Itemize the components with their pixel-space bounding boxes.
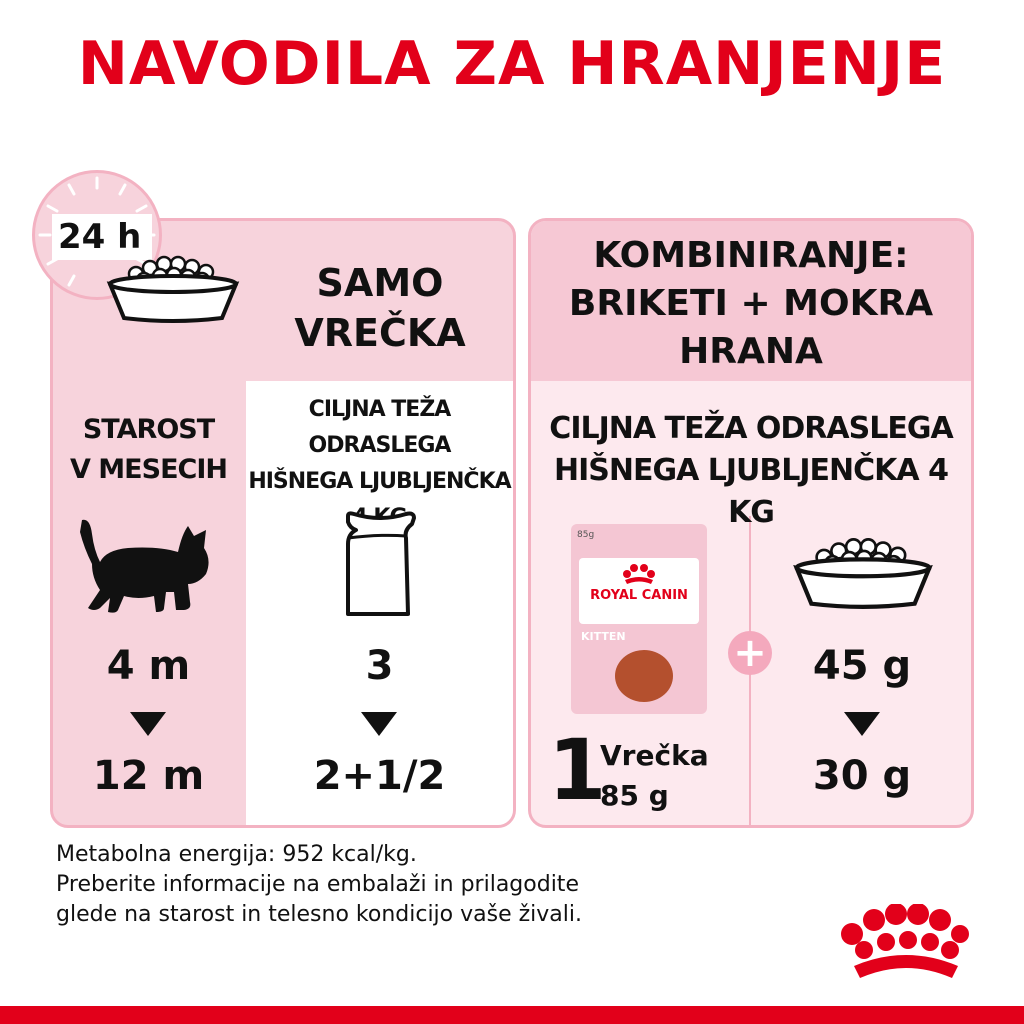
mixed-heading-line-3: HRANA bbox=[679, 331, 823, 372]
crown-logo-icon bbox=[621, 560, 657, 586]
kibble-bowl-icon-right bbox=[790, 532, 936, 610]
bottom-brand-bar bbox=[0, 1006, 1024, 1024]
royal-canin-crown-icon bbox=[840, 904, 970, 984]
variant-label: KITTEN bbox=[581, 630, 626, 643]
page-title: NAVODILA ZA HRANJENJE bbox=[77, 29, 947, 99]
pouch-to: 2+1/2 bbox=[313, 753, 446, 799]
mixed-heading-line-2: BRIKETI + MOKRA bbox=[568, 283, 934, 324]
target-weight-right-line-1: CILJNA TEŽA ODRASLEGA bbox=[549, 411, 953, 446]
age-from: 4 m bbox=[106, 643, 191, 689]
wet-food-pouch bbox=[571, 524, 707, 714]
dry-to: 30 g bbox=[812, 753, 912, 799]
heading-line-2: VREČKA bbox=[294, 311, 466, 355]
dry-from: 45 g bbox=[812, 643, 912, 689]
target-weight-line-2: HIŠNEGA LJUBLJENČKA bbox=[248, 469, 511, 494]
age-label-line-1: STAROST bbox=[82, 414, 215, 445]
pouch-from: 3 bbox=[365, 643, 394, 689]
pouch-label bbox=[579, 558, 699, 624]
pouch-arrow-icon bbox=[361, 712, 397, 736]
mixed-feeding-heading bbox=[528, 232, 974, 376]
brand-name: ROYAL CANIN bbox=[590, 588, 688, 603]
target-weight-right-line-2: HIŠNEGA LJUBLJENČKA 4 KG bbox=[554, 453, 948, 530]
wet-food-icon bbox=[615, 650, 673, 702]
target-weight-right bbox=[528, 408, 974, 534]
single-pouch-heading bbox=[290, 258, 470, 358]
footer-line-1: Metabolna energija: 952 kcal/kg. bbox=[56, 842, 417, 867]
target-weight-line-1: CILJNA TEŽA ODRASLEGA bbox=[308, 397, 451, 458]
pouch-weight-tag: 85g bbox=[577, 530, 595, 540]
kitten-icon bbox=[78, 512, 214, 616]
footer-line-3: glede na starost in telesno kondicijo vaše živali. bbox=[56, 902, 582, 927]
age-to: 12 m bbox=[92, 753, 205, 799]
pouch-unit: Vrečka bbox=[600, 739, 709, 772]
plus-icon: + bbox=[728, 631, 772, 675]
clock-label: 24 h bbox=[52, 214, 152, 260]
dry-arrow-icon bbox=[844, 712, 880, 736]
kibble-bowl-icon bbox=[104, 250, 242, 324]
age-label bbox=[56, 410, 241, 490]
heading-line-1: SAMO bbox=[316, 261, 444, 305]
age-arrow-icon bbox=[130, 712, 166, 736]
mixed-heading-line-1: KOMBINIRANJE: bbox=[593, 235, 909, 276]
pouch-outline-icon bbox=[340, 508, 420, 620]
age-label-line-2: V MESECIH bbox=[70, 454, 227, 485]
footer-line-2: Preberite informacije na embalaži in prilagodite bbox=[56, 872, 579, 897]
pouch-weight: 85 g bbox=[600, 779, 669, 812]
pouch-count: 1 bbox=[548, 721, 607, 819]
footer-note bbox=[56, 840, 582, 930]
